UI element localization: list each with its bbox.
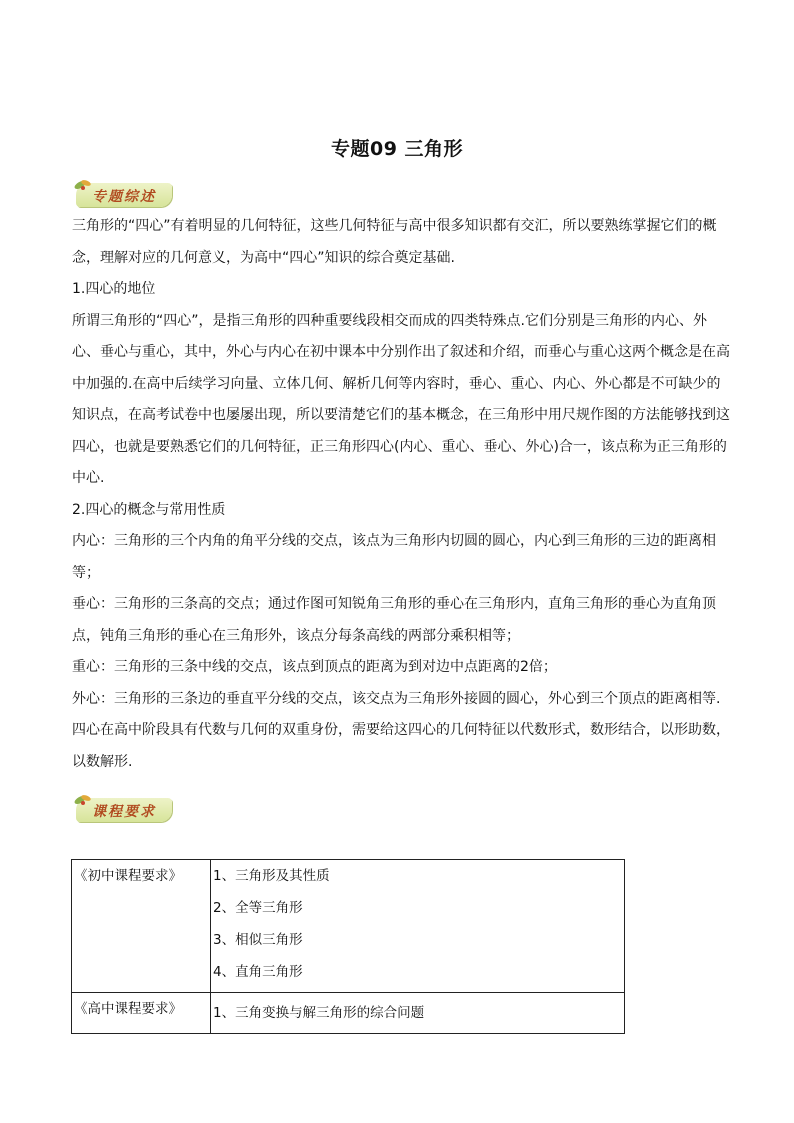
table-row [72,993,625,1034]
paragraph-orthocenter: 垂心：三角形的三条高的交点；通过作图可知锐角三角形的垂心在三角形内，直角三角形的垂心为直角顶点，钝角三角形的垂心在三角形外，该点分每条高线的两部分乘积相等； [72,596,716,644]
table-row-header: 《初中课程要求》 [72,860,211,993]
table-row-header: 《高中课程要求》 [72,993,211,1034]
paragraph-intro: 三角形的“四心”有着明显的几何特征，这些几何特征与高中很多知识都有交汇，所以要熟练掌握它们的概念，理解对应的几何意义，为高中“四心”知识的综合奠定基础. [72,218,717,266]
paragraph-position: 所谓三角形的“四心”，是指三角形的四种重要线段相交而成的四类特殊点.它们分别是三角形的内心、外心、垂心与重心，其中，外心与内心在初中课本中分别作出了叙述和介绍，而垂心与重心这两个概念是在高中加强的.在高中后续学习向量、立体几何、解析几何等内容时，垂心、重心、内心、外心都是不可缺少的知识点，在高考试卷中也屡屡出现，所以要清楚它们的基本概念，在三角形中用尺规作图的方法能够找到这四心，也就是要熟悉它们的几何特征，正三角形四心(内心、重心、垂心、外心)合一，该点称为正三角形的中心. [72,312,730,486]
overview-content [72,211,732,778]
table-row [72,860,625,993]
badge-label: 专题综述 [92,189,156,205]
badge-label: 课程要求 [92,804,156,820]
paragraph-circumcenter: 外心：三角形的三条边的垂直平分线的交点，该交点为三角形外接圆的圆心，外心到三个顶点的距离相等. [72,690,721,707]
list-item: 1、三角变换与解三角形的综合问题 [213,1005,425,1021]
heading-position: 1.四心的地位 [72,281,156,297]
list-item: 4、直角三角形 [213,964,303,980]
table-row-items [211,860,625,993]
list-item: 1、三角形及其性质 [213,868,330,884]
page-title: 专题09 三角形 [330,138,464,160]
paragraph-centroid: 重心：三角形的三条中线的交点，该点到顶点的距离为到对边中点距离的2倍； [72,659,557,675]
list-item: 3、相似三角形 [213,932,303,948]
course-requirements-table [71,859,625,1034]
heading-concepts: 2.四心的概念与常用性质 [72,501,226,518]
section-badge-overview [72,176,174,210]
paragraph-incenter: 内心：三角形的三个内角的角平分线的交点，该点为三角形内切圆的圆心，内心到三角形的三边的距离相等； [72,533,716,581]
list-item: 2、全等三角形 [213,900,303,916]
section-badge-course [72,791,174,825]
table-row-items [211,993,625,1034]
paragraph-summary: 四心在高中阶段具有代数与几何的双重身份，需要给这四心的几何特征以代数形式，数形结合，以形助数，以数解形. [72,722,730,770]
